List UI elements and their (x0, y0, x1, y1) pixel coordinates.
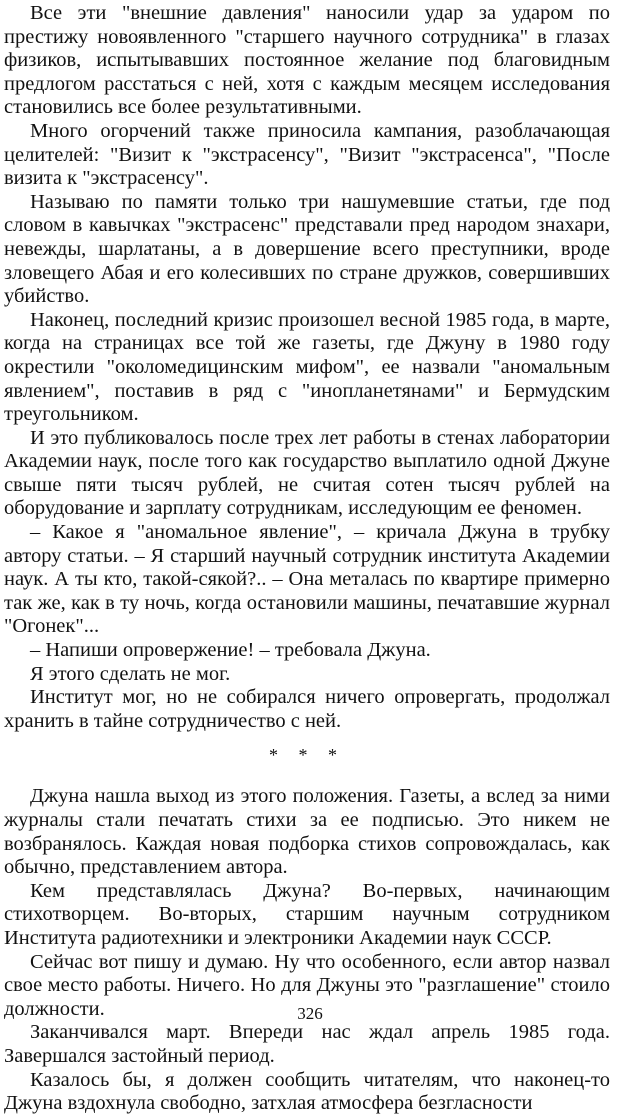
paragraph: Я этого сделать не мог. (30, 662, 231, 685)
paragraph: Называю по памяти только три нашумевшие статьи, где под словом в кавычках "экстрасенс" представали пред народом знахари, невежды, шарлатаны, а в довершение всего преступники, вроде зловещего Абая и его колесивших по стране дружков, совершивших убийство. (4, 190, 610, 308)
paragraph: Наконец, последний кризис произошел весной 1985 года, в марте, когда на страницах все той же газеты, где Джуну в 1980 году окрестили "околомедицинским мифом", ее назвали "аномальным явлением", поставив в ряд с "инопланетянами" и Бермудским треугольником. (4, 308, 610, 426)
paragraph: Кем представлялась Джуна? Во-первых, начинающим стихотворцем. Во-вторых, старшим научным сотрудником Института радиотехники и электроники Академии наук СССР. (4, 879, 610, 949)
text-body (4, 2, 610, 1116)
paragraph: Все эти "внешние давления" наносили удар за ударом по престижу новоявленного "старшего научного сотрудника" в глазах физиков, испытывавших постоянное желание под благовидным предлогом расстаться с ней, хотя с каждым месяцем исследования становились все более результативными. (4, 2, 610, 119)
paragraph: Заканчивался март. Впереди нас ждал апрель 1985 года. Завершался застойный период. (4, 1021, 610, 1067)
paragraph: Сейчас вот пишу и думаю. Ну что особенного, если автор назвал свое место работы. Ничего. Но для Джуны это "разглашение" стоило должности. (4, 950, 610, 1020)
page-number: 326 (297, 1004, 323, 1023)
paragraph: И это публиковалось после трех лет работы в стенах лаборатории Академии наук, после того как государство выплатило одной Джуне свыше пяти тысяч рублей, не считая сотен тысяч рублей на оборудование и зарплату сотрудникам, исследующим ее феномен. (4, 426, 610, 520)
paragraph: – Напиши опровержение! – требовала Джуна. (30, 639, 431, 662)
paragraph: Казалось бы, я должен сообщить читателям, что наконец-то Джуна вздохнула свободно, затхлая атмосфера безгласности (4, 1068, 610, 1115)
paragraph: Джуна нашла выход из этого положения. Газеты, а вслед за ними журналы стали печатать стихи за ее подписью. Это никем не возбранялось. Каждая новая подборка стихов сопровождалась, как обычно, представлением автора. (4, 785, 610, 879)
paragraph: Институт мог, но не собирался ничего опровергать, продолжал хранить в тайне сотрудничество с ней. (4, 686, 610, 732)
section-separator: * * * (269, 745, 345, 766)
paragraph: Много огорчений также приносила кампания, разоблачающая целителей: "Визит к "экстрасенсу", "Визит "экстрасенса", "После визита к "экстрасенсу". (4, 119, 610, 190)
paragraph: – Какое я "аномальное явление", – кричала Джуна в трубку автору статьи. – Я старший научный сотрудник института Академии наук. А ты кто, такой-сякой?.. – Она металась по квартире примерно так же, как в ту ночь, когда остановили машины, печатавшие журнал "Огонек"... (4, 521, 610, 638)
